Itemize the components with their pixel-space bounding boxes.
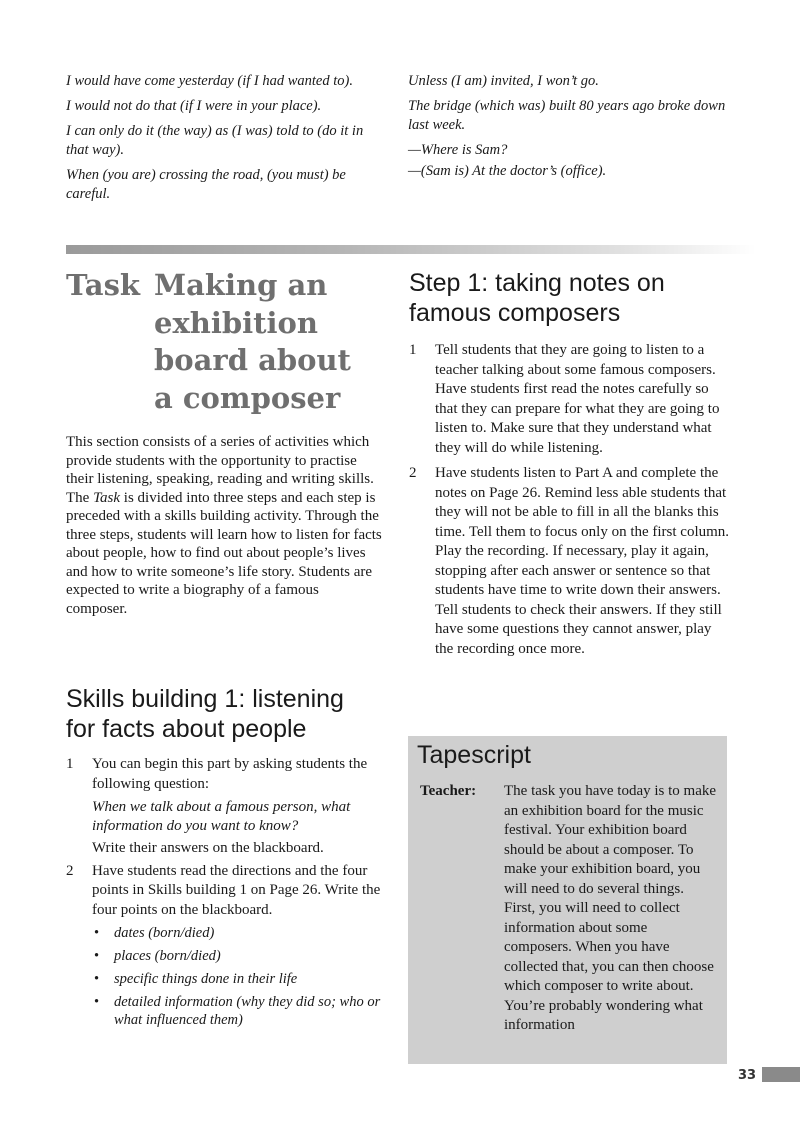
list-item [409, 464, 731, 659]
section-divider-rule [66, 245, 756, 254]
task-intro-italic: Task [93, 489, 121, 506]
list-number: 2 [409, 465, 417, 481]
list-text: Tell students that they are going to listen to a teacher talking about some famous composers. Have students first read the notes carefully so that they can prepare for what they are going to listen to. Make sure that they understand what they will do while listening. [435, 342, 720, 456]
task-intro [66, 433, 382, 618]
example-sentence: —Where is Sam? [408, 142, 508, 158]
example-sentence: When (you are) crossing the road, (you must) be careful. [66, 167, 346, 202]
bullet-item: • specific things done in their life [92, 970, 382, 988]
skills-question: When we talk about a famous person, what information do you want to know? [92, 799, 351, 834]
task-title-line: Making an [154, 268, 328, 302]
tapescript-row [420, 782, 718, 1036]
task-title-line: board about [154, 343, 351, 377]
step1-heading [409, 268, 749, 328]
example-sentence: —(Sam is) At the doctor’s (office). [408, 163, 607, 179]
task-intro-part: This section consists of a series of activities which provide students with the opportunity to practise their listening, speaking, reading and writing skills. The [66, 434, 374, 506]
page-number: 33 [738, 1068, 757, 1083]
step1-heading-line: Step 1: taking notes on [409, 269, 665, 297]
list-item [66, 862, 382, 921]
task-title-line: exhibition [154, 305, 318, 340]
example-sentence: Unless (I am) invited, I won’t go. [408, 73, 599, 89]
speaker-label: Teacher: [420, 783, 477, 799]
task-title [154, 267, 394, 417]
tapescript-heading: Tapescript [417, 741, 531, 769]
bullet-item: • dates (born/died) [92, 924, 382, 942]
list-text: You can begin this part by asking students the following question: [92, 756, 368, 792]
task-title-line: a composer [154, 380, 341, 415]
list-number: 2 [66, 862, 74, 879]
skills-after-text: Write their answers on the blackboard. [92, 840, 324, 856]
skills-bullets [66, 924, 382, 1029]
examples-right [408, 72, 738, 187]
bullet-item: • detailed information (why they did so; who or what influenced them) [92, 993, 382, 1029]
list-number: 1 [409, 342, 417, 358]
task-intro-part: is divided into three steps and each step is preceded with a skills building activity. Through the three steps, students will learn how to listen for facts about people, how to find out about people’s lives and how to write someone’s life story. Students are expected to write a biography of a famous composer. [66, 489, 382, 617]
skills-heading-line: for facts about people [66, 715, 307, 743]
list-number: 1 [66, 756, 74, 772]
example-sentence: The bridge (which was) built 80 years ago broke down last week. [408, 98, 726, 133]
step1-list [409, 341, 731, 663]
examples-left [66, 72, 386, 210]
example-sentence: I would not do that (if I were in your place). [66, 98, 322, 114]
example-sentence: I can only do it (the way) as (I was) told to (do it in that way). [66, 123, 364, 158]
skills-heading-line: Skills building 1: listening [66, 685, 344, 713]
tapescript-box [408, 736, 727, 1064]
bullet-item: • places (born/died) [92, 947, 382, 965]
task-label: Task [66, 268, 141, 302]
list-item [409, 341, 731, 458]
list-text: Have students read the directions and the four points in Skills building 1 on Page 26. Write the four points on the blackboard. [92, 862, 381, 918]
list-item [66, 755, 382, 794]
skills-list [66, 755, 382, 1034]
step1-heading-line: famous composers [409, 299, 621, 327]
list-text: Have students listen to Part A and complete the notes on Page 26. Remind less able students that they will not be able to fill in all the blanks this time. Tell them to focus only on the first column. Play the recording. If necessary, play it again, stopping after each answer or sentence so that students have time to write down their answers. Tell students to check their answers. If they still have some questions they cannot answer, play the recording once more. [435, 465, 730, 657]
skills-heading [66, 684, 396, 744]
example-sentence: I would have come yesterday (if I had wanted to). [66, 73, 353, 89]
tapescript-text: The task you have today is to make an exhibition board for the music festival. Your exhibition board should be about a composer. To make your exhibition board, you will need to do several things. First, you will need to collect information about some composers. When you have collected that, you can then choose which composer to write about. You’re probably wondering what information [504, 783, 717, 1033]
footer-bar [762, 1067, 800, 1082]
